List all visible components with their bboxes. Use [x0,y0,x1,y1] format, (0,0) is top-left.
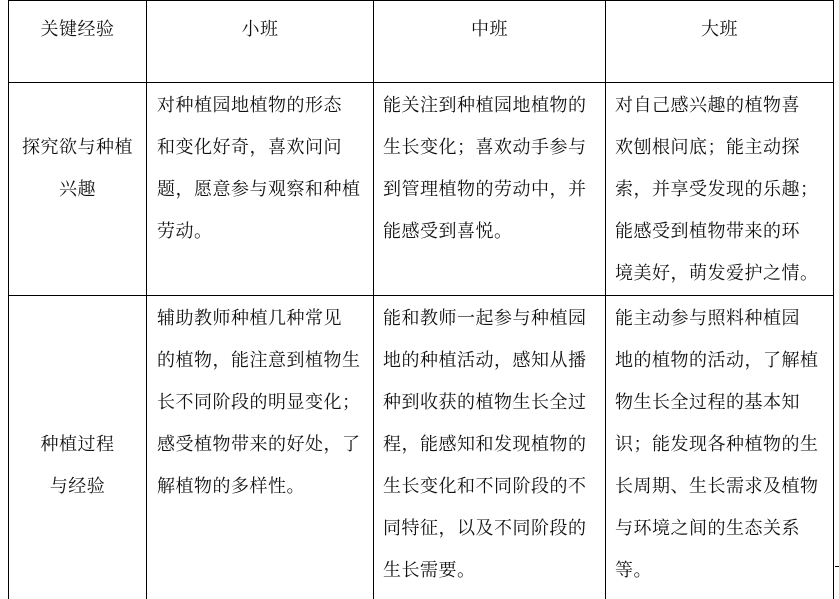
row2-large-class [615,298,831,592]
header-large-class: 大班 [701,19,738,40]
text-line: 生长需要。 [383,560,476,581]
text-line: 物生长全过程的基本知 [615,392,800,413]
text-line: 和变化好奇，喜欢问问 [157,137,342,158]
text-line: 与环境之间的生态关系 [615,518,800,539]
row-divider-top [8,0,834,1]
text-line: 种到收获的植物生长全过 [383,392,587,413]
text-line: 解植物的多样性。 [157,476,305,497]
row-divider-header [8,82,834,83]
text-line: 识；能发现各种植物的生 [615,434,819,455]
text-line: 欢刨根问底；能主动探 [615,137,800,158]
text-line: 境美好，萌发爱护之情。 [615,263,819,284]
text-line: 到管理植物的劳动中，并 [383,179,587,200]
row1-experience [9,127,146,211]
text-line: 的植物，能注意到植物生 [157,350,361,371]
text-line: 辅助教师种植几种常见 [157,308,342,329]
text-line: 生长变化和不同阶段的不 [383,476,587,497]
row2-small-class [157,298,371,508]
text-line: 对自己感兴趣的植物喜 [615,95,800,116]
edge-tick [835,566,839,567]
text-line: 能关注到种植园地植物的 [383,95,587,116]
row-divider-1 [8,295,834,296]
text-line: 种植过程 [40,434,115,455]
row2-middle-class [383,298,603,592]
text-line: 程，能感知和发现植物的 [383,434,587,455]
row2-experience [9,424,146,508]
col-divider-2 [373,0,374,599]
text-line: 生长变化；喜欢动手参与 [383,137,587,158]
row1-small-class [157,85,371,253]
row1-large-class [615,85,831,295]
text-line: 探究欲与种植 [22,137,133,158]
header-key-experience: 关键经验 [40,19,115,40]
col-divider-3 [605,0,606,599]
text-line: 感受植物带来的好处，了 [157,434,361,455]
text-line: 能主动参与照料种植园 [615,308,800,329]
text-line: 索，并享受发现的乐趣； [615,179,819,200]
text-line: 劳动。 [157,221,213,242]
text-line: 同特征，以及不同阶段的 [383,518,587,539]
col-divider-0 [8,0,9,599]
text-line: 能和教师一起参与种植园 [383,308,587,329]
text-line: 长周期、生长需求及植物 [615,476,819,497]
text-line: 兴趣 [59,179,96,200]
text-line: 与经验 [49,476,106,497]
text-line: 长不同阶段的明显变化； [157,392,361,413]
row1-middle-class [383,85,603,253]
text-line: 对种植园地植物的形态 [157,95,342,116]
col-divider-1 [146,0,147,599]
text-line: 能感受到植物带来的环 [615,221,800,242]
text-line: 地的种植活动，感知从播 [383,350,587,371]
text-line: 能感受到喜悦。 [383,221,513,242]
header-small-class: 小班 [241,19,279,40]
text-line: 题，愿意参与观察和种植 [157,179,361,200]
header-middle-class: 中班 [471,19,508,40]
text-line: 地的植物的活动，了解植 [615,350,819,371]
text-line: 等。 [615,560,652,581]
col-divider-4 [833,0,834,599]
